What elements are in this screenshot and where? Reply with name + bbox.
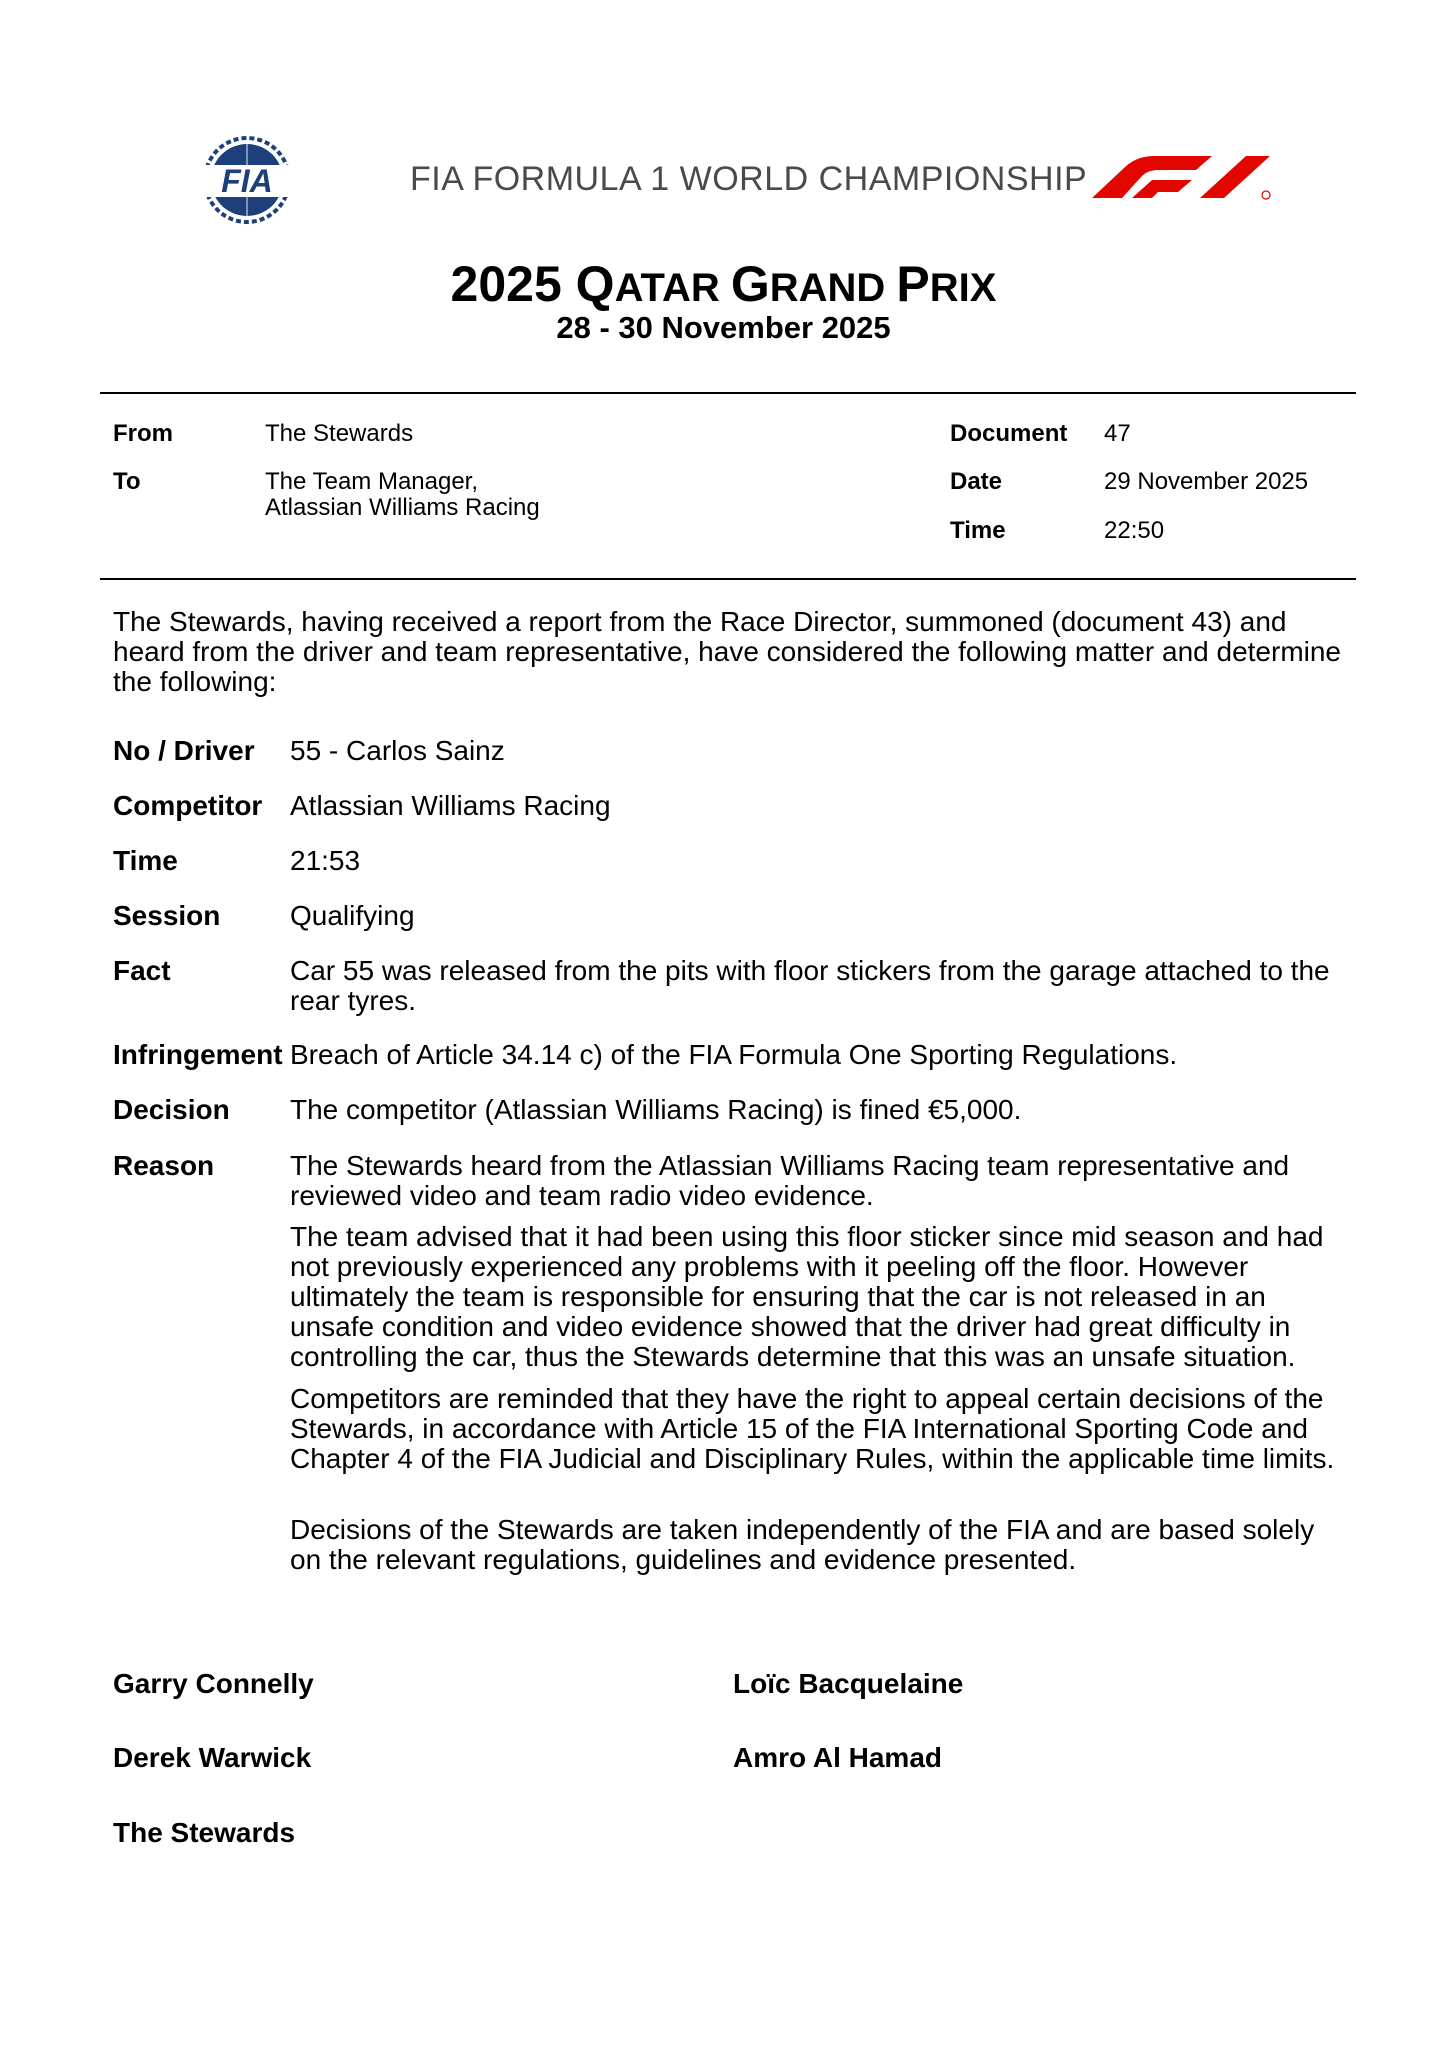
row-value-session: Qualifying [290,900,415,931]
row-value-infringement: Breach of Article 34.14 c) of the FIA Formula One Sporting Regulations. [290,1039,1178,1070]
event-title [0,255,1447,313]
row-value-time: 21:53 [290,845,361,876]
from-label: From [113,420,173,447]
row-value-competitor: Atlassian Williams Racing [290,790,611,821]
event-title-p-rest: RIX [929,266,997,310]
time-value: 22:50 [1104,517,1165,544]
signer-garry-connelly: Garry Connelly [113,1668,314,1699]
row-label-reason: Reason [113,1150,215,1181]
row-label-driver: No / Driver [113,735,255,766]
bottom-divider [100,578,1356,580]
event-title-g-rest: RAND [769,266,897,310]
to-value-line2: Atlassian Williams Racing [265,494,540,521]
date-label: Date [950,468,1003,495]
from-value: The Stewards [265,420,414,447]
row-value-driver: 55 - Carlos Sainz [290,735,505,766]
top-divider [100,392,1356,394]
row-label-fact: Fact [113,955,171,986]
row-label-time: Time [113,845,178,876]
intro-paragraph: The Stewards, having received a report from the Race Director, summoned (document 43) and heard from the driver and team representative, have considered the following matter and determine the following: [113,606,1342,697]
event-title-q-rest: ATAR [614,266,731,310]
reason-paragraph-3: Decisions of the Stewards are taken independently of the FIA and are based solely on the relevant regulations, guidelines and evidence presented. [290,1514,1315,1575]
to-value-line1: The Team Manager, [265,468,479,495]
row-label-competitor: Competitor [113,790,263,821]
to-label: To [113,468,141,495]
signature-footer: The Stewards [113,1817,296,1848]
event-title-q: Q [575,256,615,312]
document-label: Document [950,420,1068,447]
signer-amro-al-hamad: Amro Al Hamad [733,1742,943,1773]
time-label: Time [950,517,1006,544]
f1-logo [1092,150,1272,208]
row-label-decision: Decision [113,1094,230,1125]
document-value: 47 [1104,420,1131,447]
row-label-session: Session [113,900,221,931]
event-title-g: G [730,256,770,312]
fia-logo [185,135,310,225]
row-value-reason: The Stewards heard from the Atlassian Williams Racing team representative and reviewed video and team radio video evidence. [290,1150,1290,1211]
event-title-year: 2025 [450,256,576,312]
event-dates: 28 - 30 November 2025 [556,310,891,345]
signer-derek-warwick: Derek Warwick [113,1742,312,1773]
reason-paragraph-1: The team advised that it had been using this floor sticker since mid season and had not previously experienced any problems with it peeling off the floor. However ultimately the team is responsible for ensuring that the car is not released in an unsafe condition and video evidence showed that the driver had great difficulty in controlling the car, thus the Stewards determine that this was an unsafe situation. [290,1221,1324,1372]
date-value: 29 November 2025 [1104,468,1309,495]
row-value-fact: Car 55 was released from the pits with floor stickers from the garage attached to the rear tyres. [290,955,1330,1016]
reason-paragraph-2: Competitors are reminded that they have the right to appeal certain decisions of the Stewards, in accordance with Article 15 of the FIA International Sporting Code and Chapter 4 of the FIA Judicial and Disciplinary Rules, within the applicable time limits. [290,1383,1335,1474]
fia-logo-text: FIA [221,163,273,199]
signer-loic-bacquelaine: Loïc Bacquelaine [733,1668,964,1699]
event-title-p: P [896,256,930,312]
row-label-infringement: Infringement [113,1039,283,1070]
row-value-decision: The competitor (Atlassian Williams Racing) is fined €5,000. [290,1094,1022,1125]
championship-title: FIA FORMULA 1 WORLD CHAMPIONSHIP [410,160,1088,198]
